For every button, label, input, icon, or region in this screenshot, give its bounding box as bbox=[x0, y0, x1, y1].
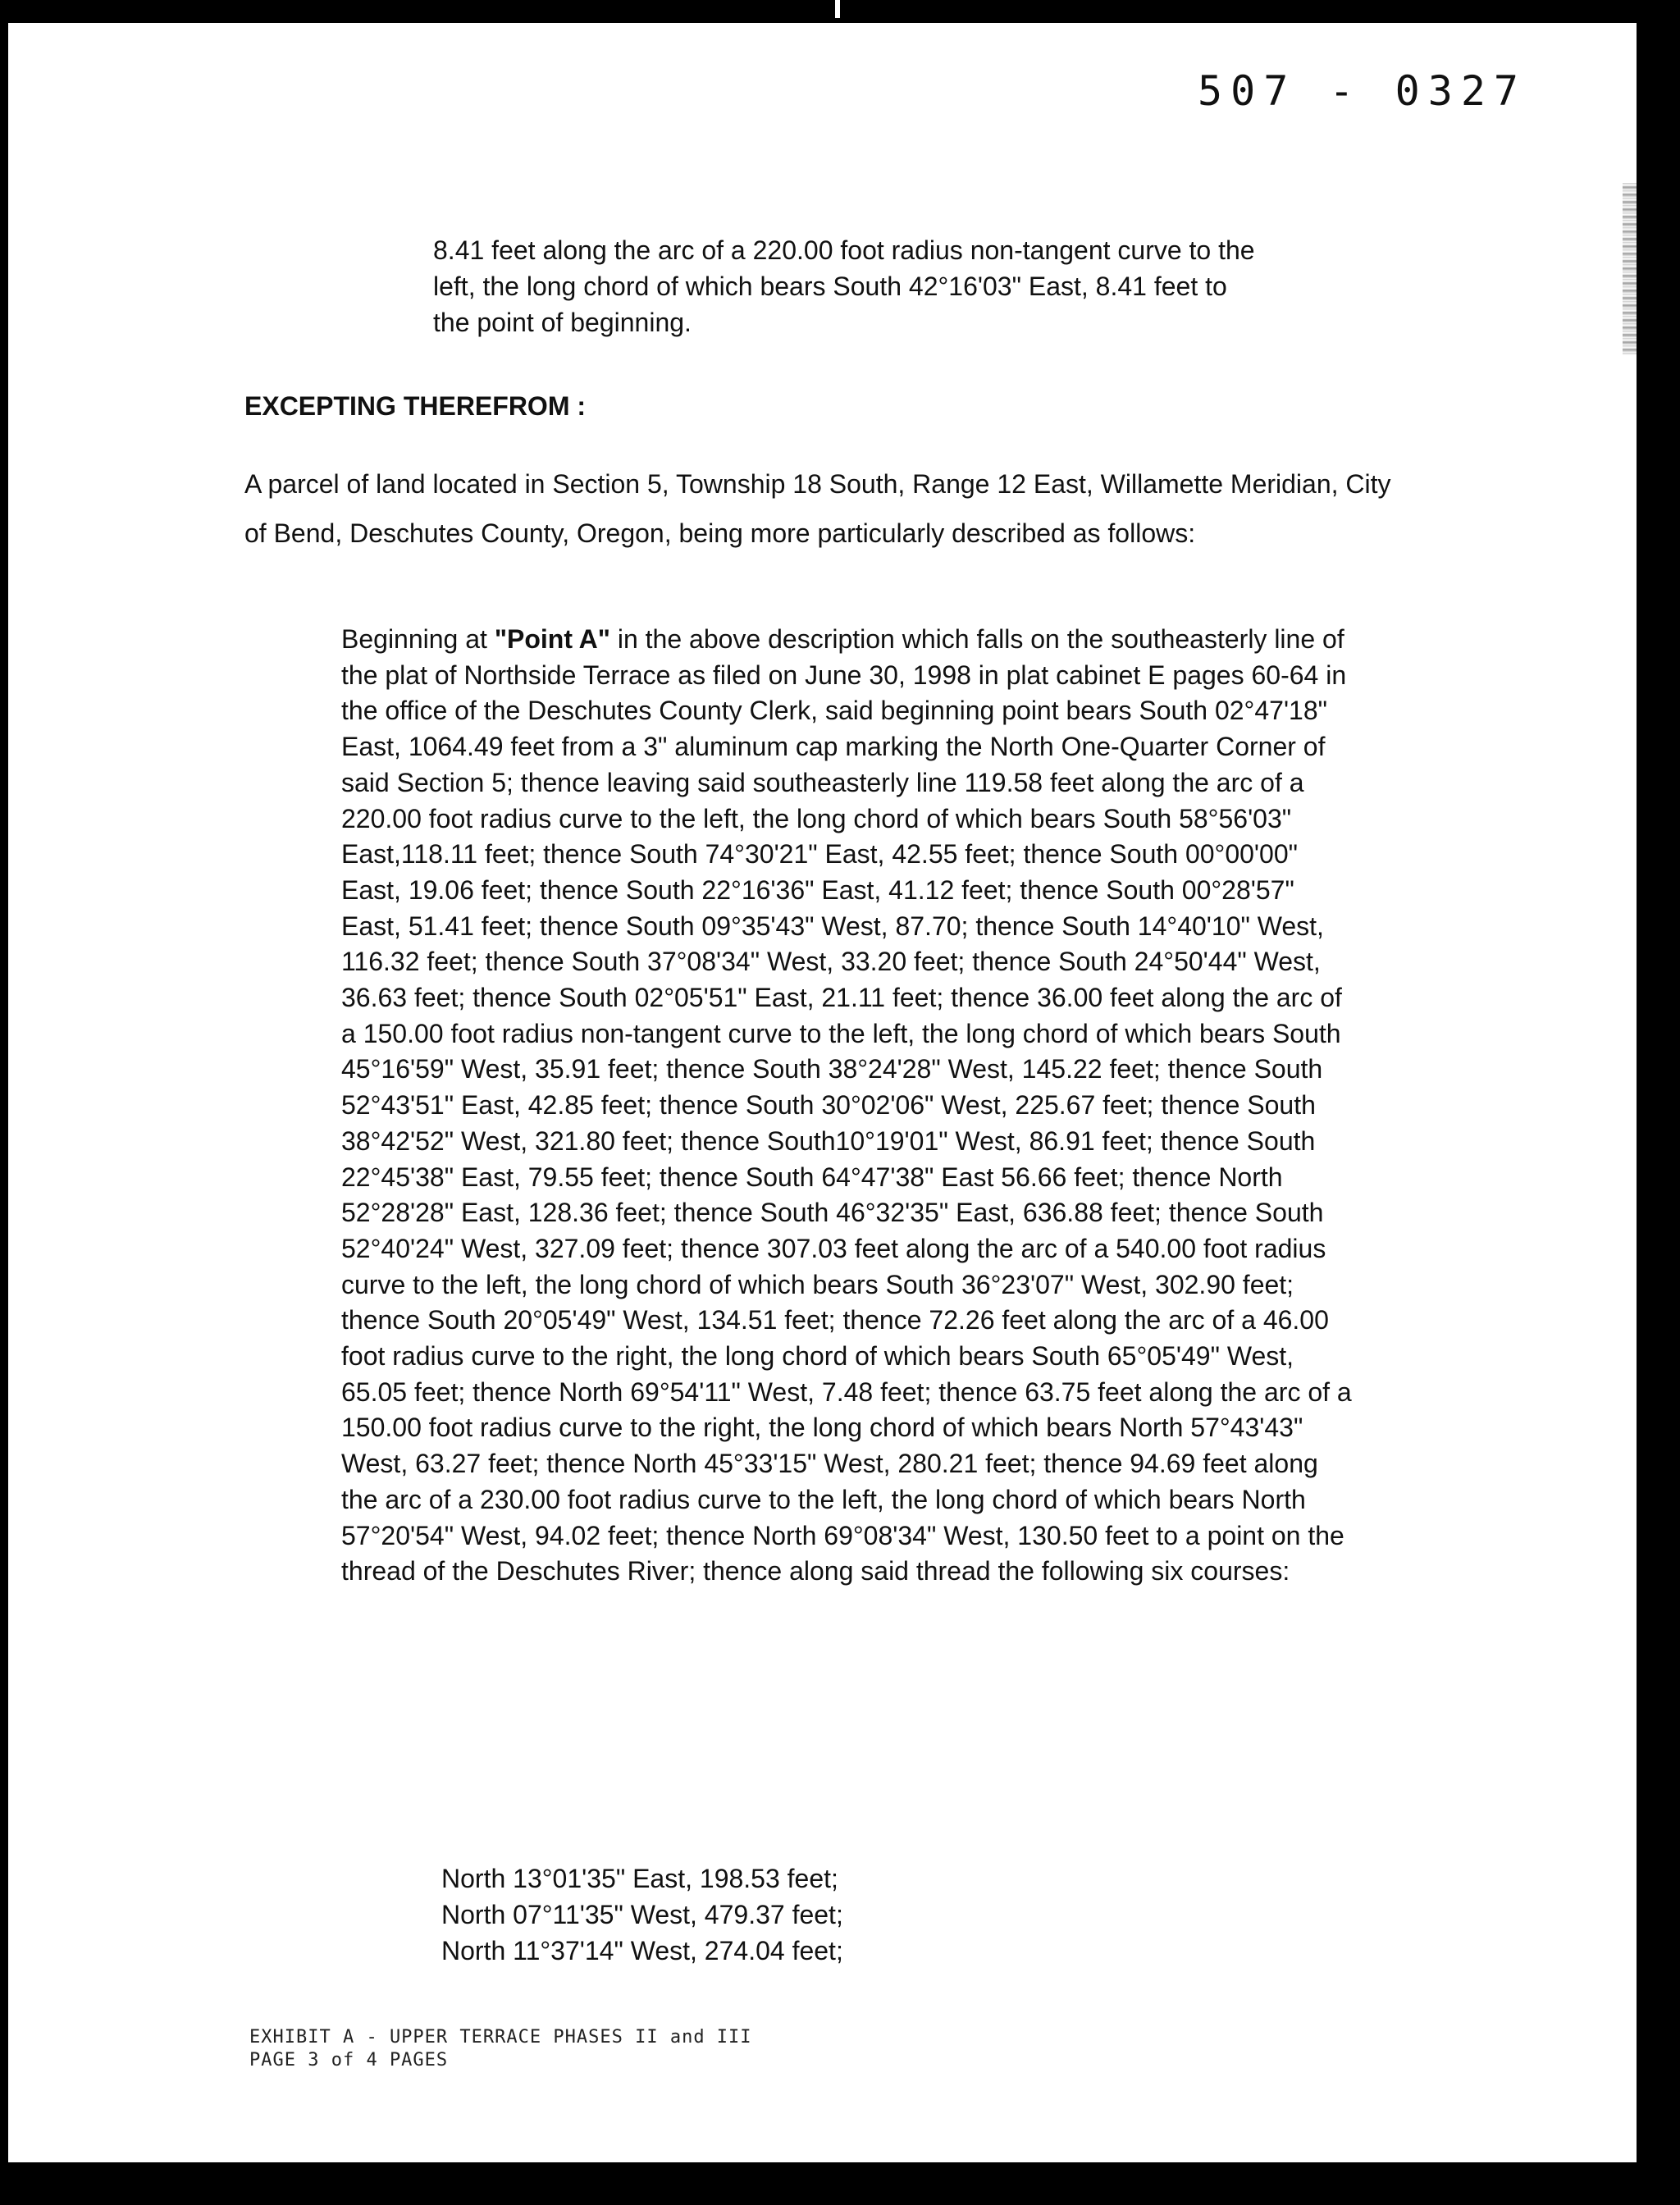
legal-description bbox=[341, 622, 1358, 1590]
scan-edge-artifact bbox=[1623, 183, 1637, 355]
intro-paragraph: 8.41 feet along the arc of a 220.00 foot radius non-tangent curve to the left, the long chord of which bears South 42°16'03" East, 8.41 feet to the point of beginning. bbox=[433, 235, 1255, 337]
course-item: North 11°37'14" West, 274.04 feet; bbox=[441, 1936, 843, 1965]
description-text: in the above description which falls on the southeasterly line of the plat of Northside Terrace as filed on June 30, 1998 in plat cabinet E pages 60-64 in the office of the Deschutes County Clerk, said beginning point bears South 02°47'18" East, 1064.49 feet from a 3" aluminum cap marking the North One-Quarter Corner of said Section 5; thence leaving said southeasterly line 119.58 feet along the arc of a 220.00 foot radius curve to the left, the long chord of which bears South 58°56'03" East,118.11 feet; thence South 74°30'21" East, 42.55 feet; thence South 00°00'00" East, 19.06 feet; thence South 22°16'36" East, 41.12 feet; thence South 00°28'57" East, 51.41 feet; thence South 09°35'43" West, 87.70; thence South 14°40'10" West, 116.32 feet; thence South 37°08'34" West, 33.20 feet; thence South 24°50'44" West, 36.63 feet; thence South 02°05'51" East, 21.11 feet; thence 36.00 feet along the arc of a 150.00 foot radius non-tangent curve to the left, the long chord of which bears South 45°16'59" West, 35.91 feet; thence South 38°24'28" West, 145.22 feet; thence South 52°43'51" East, 42.85 feet; thence South 30°02'06" West, 225.67 feet; thence South 38°42'52" West, 321.80 feet; thence South10°19'01" West, 86.91 feet; thence South 22°45'38" East, 79.55 feet; thence South 64°47'38" East 56.66 feet; thence North 52°28'28" East, 128.36 feet; thence South 46°32'35" East, 636.88 feet; thence South 52°40'24" West, 327.09 feet; thence 307.03 feet along the arc of a 540.00 foot radius curve to the left, the long chord of which bears South 36°23'07" West, 302.90 feet; thence South 20°05'49" West, 134.51 feet; thence 72.26 feet along the arc of a 46.00 foot radius curve to the right, the long chord of which bears South 65°05'49" West, 65.05 feet; thence North 69°54'11" West, 7.48 feet; thence 63.75 feet along the arc of a 150.00 foot radius curve to the right, the long chord of which bears North 57°43'43" West, 63.27 feet; thence North 45°33'15" West, 280.21 feet; thence 94.69 feet along the arc of a 230.00 foot radius curve to the left, the long chord of which bears North 57°20'54" West, 94.02 feet; thence North 69°08'34" West, 130.50 feet to a point on the thread of the Deschutes River; thence along said thread the following six courses: bbox=[341, 624, 1352, 1586]
courses-list bbox=[441, 1860, 843, 1969]
exhibit-footer bbox=[249, 2026, 752, 2072]
point-a-term: "Point A" bbox=[494, 624, 610, 654]
description-lead: Beginning at bbox=[341, 624, 495, 654]
section-heading: EXCEPTING THEREFROM : bbox=[244, 391, 587, 421]
document-page bbox=[8, 23, 1637, 2162]
course-item: North 13°01'35" East, 198.53 feet; bbox=[441, 1864, 838, 1893]
scan-mark bbox=[835, 0, 840, 18]
footer-exhibit-line: EXHIBIT A - UPPER TERRACE PHASES II and III bbox=[249, 2027, 752, 2048]
document-number: 507 - 0327 bbox=[1198, 67, 1527, 115]
footer-page-line: PAGE 3 of 4 PAGES bbox=[249, 2050, 449, 2070]
parcel-paragraph: A parcel of land located in Section 5, Township 18 South, Range 12 East, Willamette Meridian, City of Bend, Deschutes County, Oregon, being more particularly described as follows: bbox=[244, 469, 1391, 548]
course-item: North 07°11'35" West, 479.37 feet; bbox=[441, 1900, 843, 1929]
